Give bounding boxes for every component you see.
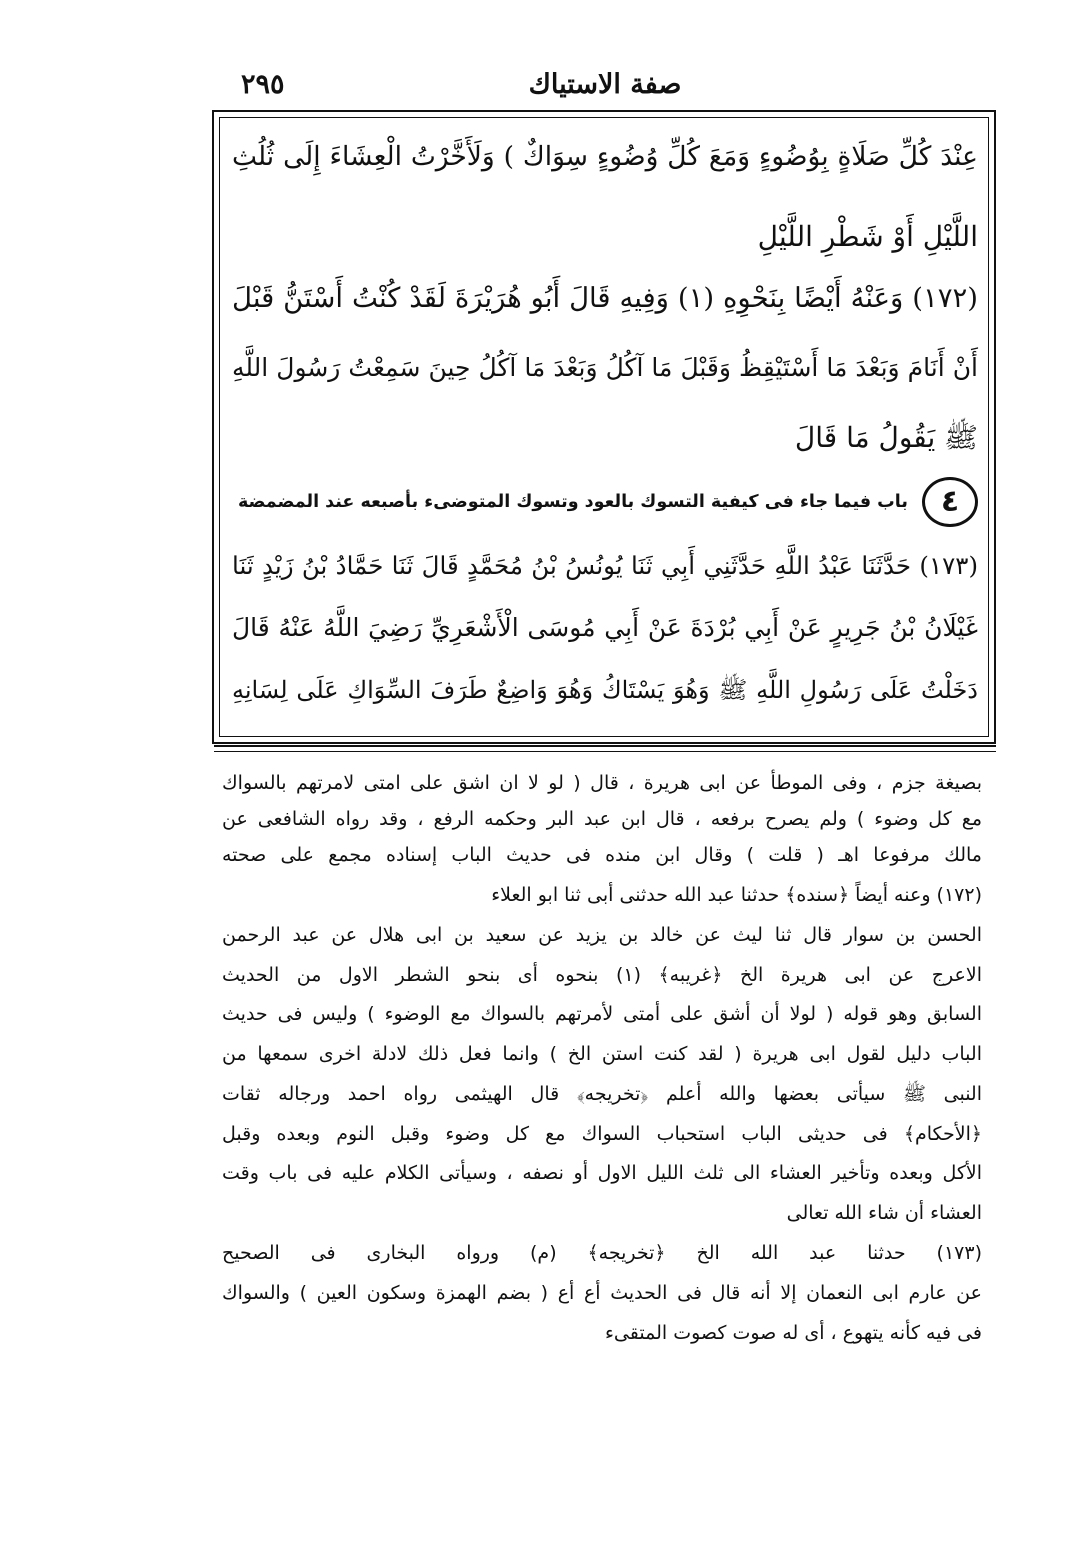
- chapter-number: ٤: [922, 477, 978, 527]
- footnote-line: (١٧٢) وعنه أيضاً ﴿سنده﴾ حدثنا عبد الله حدثنى أبى ثنا ابو العلاء: [491, 884, 982, 906]
- footnote-line: مع كل وضوء ) ولم يصرح برفعه ، قال ابن عبد البر وحكمه الرفع ، وقد رواه الشافعى عن: [222, 808, 982, 830]
- footnote-line: السابق وهو قوله ( لولا أن أشق على أمتى لأمرتهم بالسواك مع الوضوء ) وليس فى حديث: [222, 1003, 982, 1025]
- footnote-line: مالك مرفوعا اهـ ( قلت ) وقال ابن منده فى حديث الباب إسناده مجمع على صحته: [222, 844, 982, 866]
- footnote-line: ﴿الأحكام﴾ فى حديثى الباب استحباب السواك مع كل وضوء وقبل النوم وبعده وقبل: [222, 1123, 982, 1145]
- separator-line: [214, 751, 996, 752]
- page-number: ٢٩٥: [241, 69, 285, 100]
- footnote-line: الحسن بن سوار قال ثنا ليث عن خالد بن يزيد عن سعيد بن ابى هلال عن عبد الرحمن: [222, 924, 982, 946]
- hadith-line: عِنْدَ كُلِّ صَلَاةٍ بِوُضُوءٍ وَمَعَ كُلِّ وُضُوءٍ سِوَاكٌ ) وَلَأَخَّرْتُ الْعِشَاءَ إِلَى ثُلُثِ: [232, 141, 978, 172]
- footnote-line: (١٧٣) حدثنا عبد الله الخ ﴿تخريجه﴾ (م) ورواه البخارى فى الصحيح: [222, 1242, 982, 1264]
- chapter-heading: [232, 472, 978, 532]
- hadith-line: (١٧٣) حَدَّثَنَا عَبْدُ اللَّهِ حَدَّثَنِي أَبِي ثَنَا يُونُسُ بْنُ مُحَمَّدٍ قَالَ ثَنَا حَمَّادُ بْنُ زَيْدٍ ثَنَا: [232, 551, 978, 580]
- hadith-line: دَخَلْتُ عَلَى رَسُولِ اللَّهِ ﷺ وَهُوَ يَسْتَاكُ وَهُوَ وَاضِعٌ طَرَفَ السِّوَاكِ عَلَى لِسَانِهِ: [232, 676, 978, 704]
- separator-line: [214, 745, 996, 747]
- hadith-line: غَيْلَانُ بْنُ جَرِيرٍ عَنْ أَبِي بُرْدَةَ عَنْ أَبِي مُوسَى الْأَشْعَرِيِّ رَضِيَ اللَّهُ عَنْهُ قَالَ: [232, 613, 978, 642]
- footnote-line: الباب دليل لقول ابى هريرة ( لقد كنت استن الخ ) وانما فعل ذلك لادلة اخرى سمعها من: [222, 1043, 982, 1065]
- chapter-title: صفة الاستياك: [528, 69, 682, 100]
- footnote-line: النبى ﷺ سيأتى بعضها والله أعلم ﴿تخريجه﴾ قال الهيثمى رواه احمد ورجاله ثقات: [222, 1083, 982, 1105]
- hadith-line: أَنْ أَنَامَ وَبَعْدَ مَا أَسْتَيْقِظُ وَقَبْلَ مَا آكُلُ وَبَعْدَ مَا آكُلُ حِينَ سَمِعْتُ رَسُولَ اللَّهِ: [232, 353, 978, 382]
- hadith-line: اللَّيْلِ أَوْ شَطْرِ اللَّيْلِ: [757, 220, 978, 253]
- hadith-line: (١٧٢) وَعَنْهُ أَيْضًا بِنَحْوِهِ (١) وَفِيهِ قَالَ أَبُو هُرَيْرَةَ لَقَدْ كُنْتُ أَسْتَنُّ قَبْلَ: [232, 282, 978, 314]
- footnote-line: بصيغة جزم ، وفى الموطأ عن ابى هريرة ، قال ( لو لا ان اشق على امتى لامرتهم بالسواك: [222, 772, 982, 794]
- footnote-line: العشاء أن شاء الله تعالى: [786, 1202, 982, 1224]
- footnote-line: فى فيه كأنه يتهوع ، أى له صوت كصوت المتقىء: [604, 1322, 982, 1344]
- footnote-line: الاعرج عن ابى هريرة الخ ﴿غريبه﴾ (١) بنحوه أى بنحو الشطر الاول من الحديث: [222, 964, 982, 986]
- page-header: [215, 62, 995, 108]
- footnote-line: عن عارم ابى النعمان إلا أنه قال فى الحديث أع أع ( بضم الهمزة وسكون العين ) والسواك: [222, 1282, 982, 1304]
- chapter-heading-text: باب فيما جاء فى كيفية التسوك بالعود وتسوك المتوضىء بأصبعه عند المضمضة: [237, 492, 908, 512]
- footnote-line: الأكل وبعده وتأخير العشاء الى ثلث الليل الاول أو نصفه ، وسيأتى الكلام عليه فى باب وقت: [222, 1162, 982, 1184]
- hadith-line: ﷺ يَقُولُ مَا قَالَ: [794, 421, 978, 454]
